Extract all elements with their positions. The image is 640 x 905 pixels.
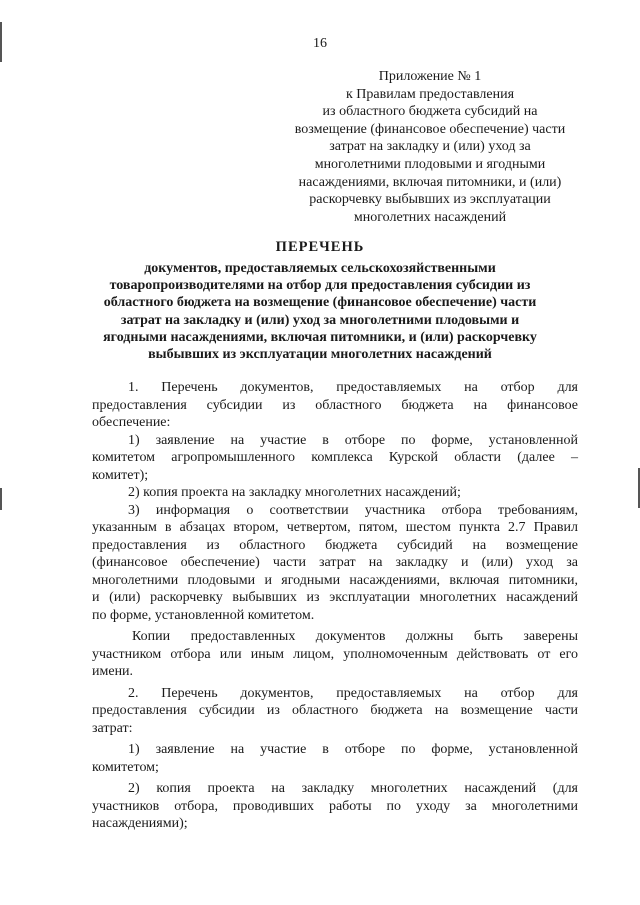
body-line: предоставления из областного бюджета субсидий на возмещение	[92, 537, 578, 553]
body-line: и (или) раскорчевку выбывших из эксплуатации многолетних насаждений	[92, 590, 578, 605]
subtitle-line: документов, предоставляемых сельскохозяйственными	[144, 261, 496, 276]
annex-line: многолетними плодовыми и ягодными	[314, 156, 546, 172]
scan-edge-mark	[0, 488, 2, 510]
body-line: насаждениями);	[92, 816, 188, 831]
body-line: участником отбора или иным лицом, уполномоченным действовать от его	[92, 646, 578, 662]
body-line: имени.	[92, 664, 134, 679]
annex-line: насаждениями, включая питомники, и (или)	[298, 174, 562, 190]
body-line: обеспечение:	[92, 415, 171, 430]
subtitle-line: выбывших из эксплуатации многолетних насаждений	[148, 347, 492, 363]
body-line: комитетом агропромышленного комплекса Курской области (далее –	[92, 450, 578, 465]
document-title: ПЕРЕЧЕНЬ	[275, 239, 365, 255]
annex-line: к Правилам предоставления	[345, 86, 515, 102]
subtitle-line: областного бюджета на возмещение (финансовое обеспечение) части	[103, 295, 537, 311]
annex-line: из областного бюджета субсидий на	[322, 104, 538, 120]
subtitle-line: товаропроизводителями на отбор для предоставления субсидии из	[109, 278, 531, 294]
body-line: 1) заявление на участие в отборе по форме, установленной	[128, 432, 578, 448]
body-line: Копии предоставленных документов должны быть заверены	[132, 629, 578, 644]
subtitle-line: затрат на закладку и (или) уход за многолетними плодовыми и	[120, 312, 520, 328]
body-line: (финансовое обеспечение) части затрат на закладку и (или) уход за	[92, 555, 578, 570]
body-line: 2) копия проекта на закладку многолетних насаждений;	[128, 485, 461, 500]
body-line: 3) информация о соответствии участника отбора требованиям,	[128, 502, 578, 518]
annex-line: раскорчевку выбывших из эксплуатации	[309, 192, 551, 208]
body-line: 1) заявление на участие в отборе по форме, установленной	[128, 742, 578, 757]
document-body	[92, 379, 578, 833]
body-line: указанным в абзацах втором, четвертом, пятом, шестом пункта 2.7 Правил	[92, 520, 578, 535]
annex-header	[275, 68, 585, 226]
annex-line: Приложение № 1	[378, 69, 482, 84]
body-line: 2. Перечень документов, предоставляемых на отбор для	[128, 685, 578, 701]
body-line: 1. Перечень документов, предоставляемых на отбор для	[128, 380, 578, 395]
body-line: многолетними плодовыми и ягодными насаждениями, включая питомники,	[92, 572, 578, 588]
annex-line: многолетних насаждений	[353, 209, 507, 225]
annex-line: возмещение (финансовое обеспечение) части	[294, 121, 566, 137]
body-line: предоставления субсидии из областного бюджета на возмещение части	[92, 703, 578, 718]
body-line: затрат:	[92, 720, 133, 736]
page-number: 16	[313, 36, 327, 51]
annex-line: затрат на закладку и (или) уход за	[329, 139, 531, 155]
document-subtitle	[60, 260, 580, 363]
body-line: по форме, установленной комитетом.	[92, 607, 315, 623]
body-line: предоставления субсидии из областного бюджета на финансовое	[92, 397, 578, 413]
body-line: комитет);	[92, 467, 149, 483]
body-line: комитетом;	[92, 759, 159, 775]
body-line: 2) копия проекта на закладку многолетних насаждений (для	[128, 781, 578, 796]
subtitle-line: ягодными насаждениями, включая питомники, и (или) раскорчевку	[103, 329, 537, 345]
body-line: участников отбора, проводивших работы по уходу за многолетними	[92, 798, 578, 814]
